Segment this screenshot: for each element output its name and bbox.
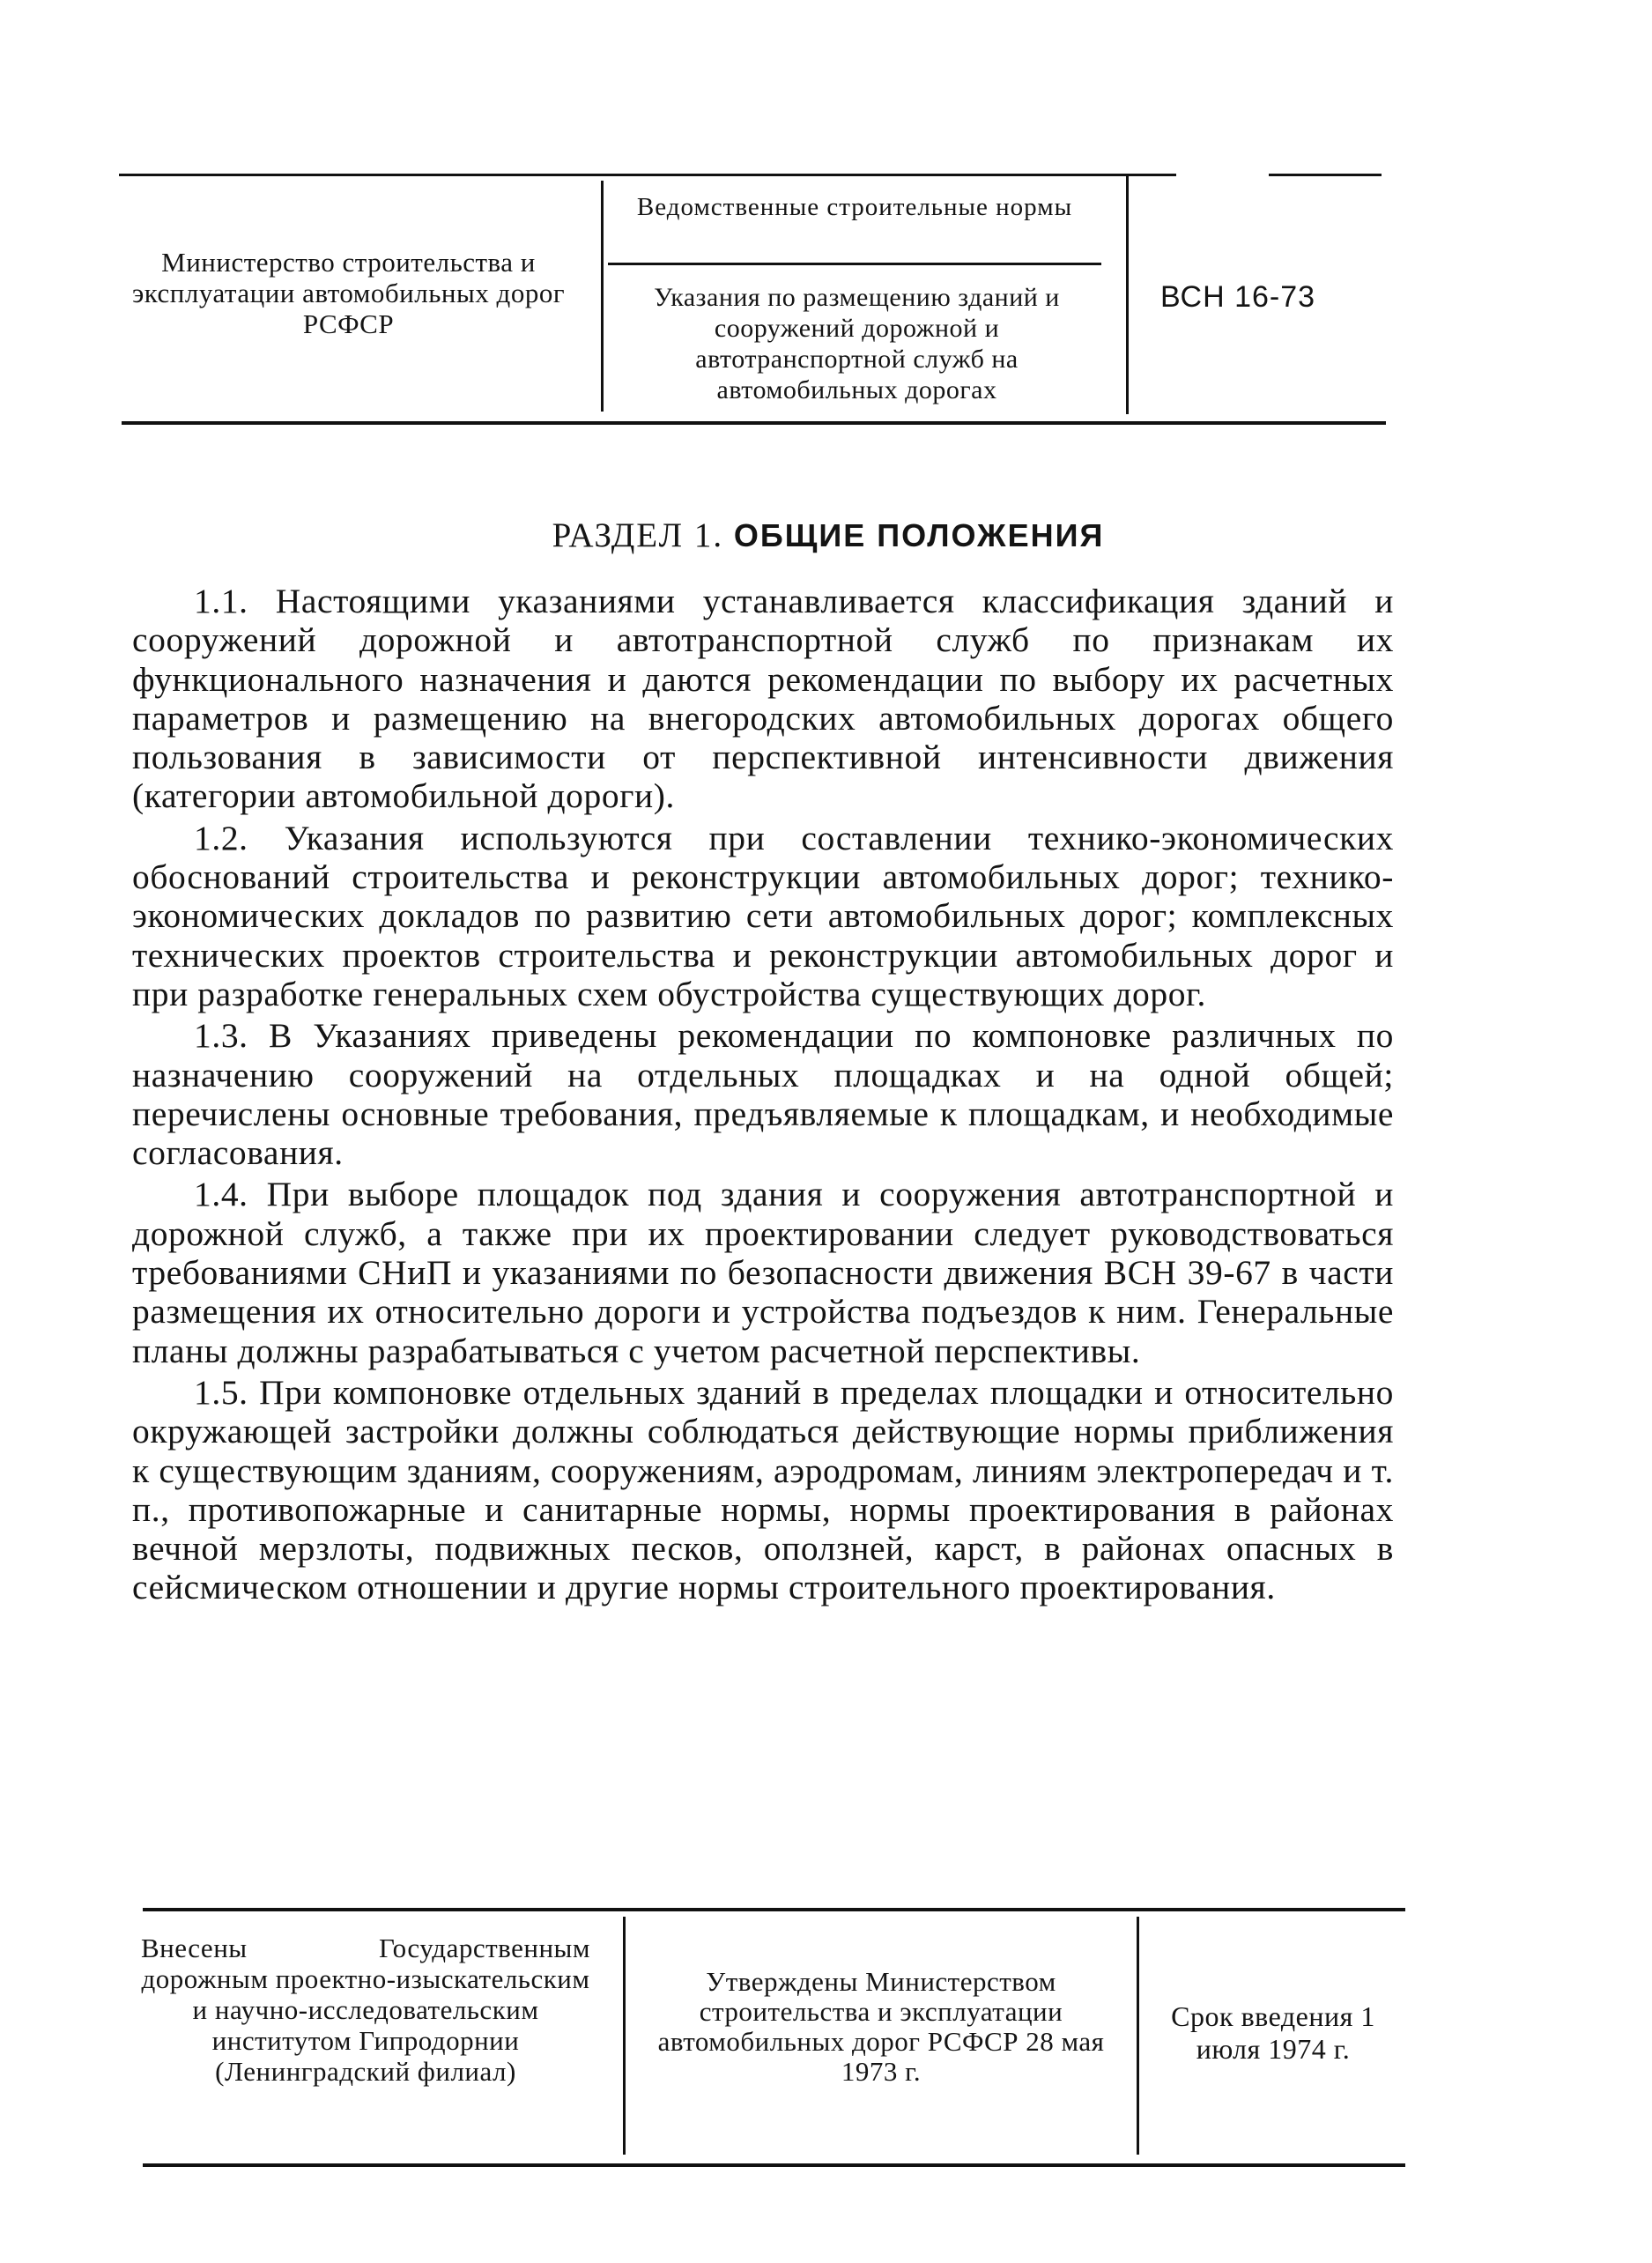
footer-bottom-rule xyxy=(143,2163,1405,2167)
body-text xyxy=(132,582,1394,1610)
introduced-by-rest: дорожным проектно-изыскательским и научно-исследовательским институтом Гипродорнии (Ленинградский филиал) xyxy=(141,1963,590,2087)
paragraph-1-5: 1.5. При компоновке отдельных зданий в пределах площадки и относительно окружающей застройки должны соблюдаться действующие нормы приближения к существующим зданиям, сооружениям, аэродромам, линиям электропередач и т. п., противопожарные и санитарные нормы, нормы проектирования в районах вечной мерзлоты, подвижных песков, оползней, карст, в районах опасных в сейсмическом отношении и другие нормы строительного проектирования. xyxy=(132,1372,1394,1607)
issuing-organization: Министерство строительства и эксплуатации автомобильных дорог РСФСР xyxy=(131,247,566,339)
approved-by: Утверждены Министерством строительства и эксплуатации автомобильных дорог РСФСР 28 мая 1973 г. xyxy=(657,1966,1105,2087)
section-number: РАЗДЕЛ 1. xyxy=(552,516,724,554)
footer-top-rule xyxy=(143,1908,1405,1911)
document-code: ВСН 16-73 xyxy=(1159,280,1316,314)
section-heading xyxy=(335,516,1322,555)
norm-type: Ведомственные строительные нормы xyxy=(636,193,1073,221)
header-divider-right xyxy=(1126,176,1129,414)
header-mid-rule xyxy=(608,263,1101,265)
introduced-by-first-line: Внесены Государственным xyxy=(141,1933,590,1963)
paragraph-1-4: 1.4. При выборе площадок под здания и сооружения автотранспортной и дорожной служб, а также при их проектировании следует руководствоваться требованиями СНиП и указаниями по безопасности движения ВСН 39-67 в части размещения их относительно дороги и устройства подъездов к ним. Генеральные планы должны разрабатываться с учетом расчетной перспективы. xyxy=(132,1175,1394,1370)
header-top-rule-right xyxy=(1269,174,1382,176)
header-divider-left xyxy=(601,181,604,412)
effective-date: Срок введения 1 июля 1974 г. xyxy=(1171,2000,1375,2065)
footer-divider-left xyxy=(623,1917,626,2155)
footer-divider-right xyxy=(1137,1917,1139,2155)
header-top-rule-left xyxy=(119,174,1176,176)
document-title: Указания по размещению зданий и сооружений дорожной и автотранспортной служб на автомобильных дорогах xyxy=(654,283,1060,404)
header-bottom-rule xyxy=(122,421,1386,425)
paragraph-1-2: 1.2. Указания используются при составлении технико-экономических обоснований строительства и реконструкции автомобильных дорог; технико-экономических докладов по развитию сети автомобильных дорог; комплексных технических проектов строительства и реконструкции автомобильных дорог и при разработке генеральных схем обустройства существующих дорог. xyxy=(132,818,1394,1013)
paragraph-1-3: 1.3. В Указаниях приведены рекомендации по компоновке различных по назначению сооружений на отдельных площадках и на одной общей; перечислены основные требования, предъявляемые к площадкам, и необходимые согласования. xyxy=(132,1016,1394,1173)
section-name: ОБЩИЕ ПОЛОЖЕНИЯ xyxy=(733,517,1105,553)
paragraph-1-1: 1.1. Настоящими указаниями устанавливается классификация зданий и сооружений дорожной и автотранспортной служб по признакам их функционального назначения и даются рекомендации по выбору их расчетных параметров и размещению на внегородских автомобильных дорогах общего пользования в зависимости от перспективной интенсивности движения (категории автомобильной дороги). xyxy=(132,582,1394,816)
introduced-by xyxy=(141,1933,590,2087)
